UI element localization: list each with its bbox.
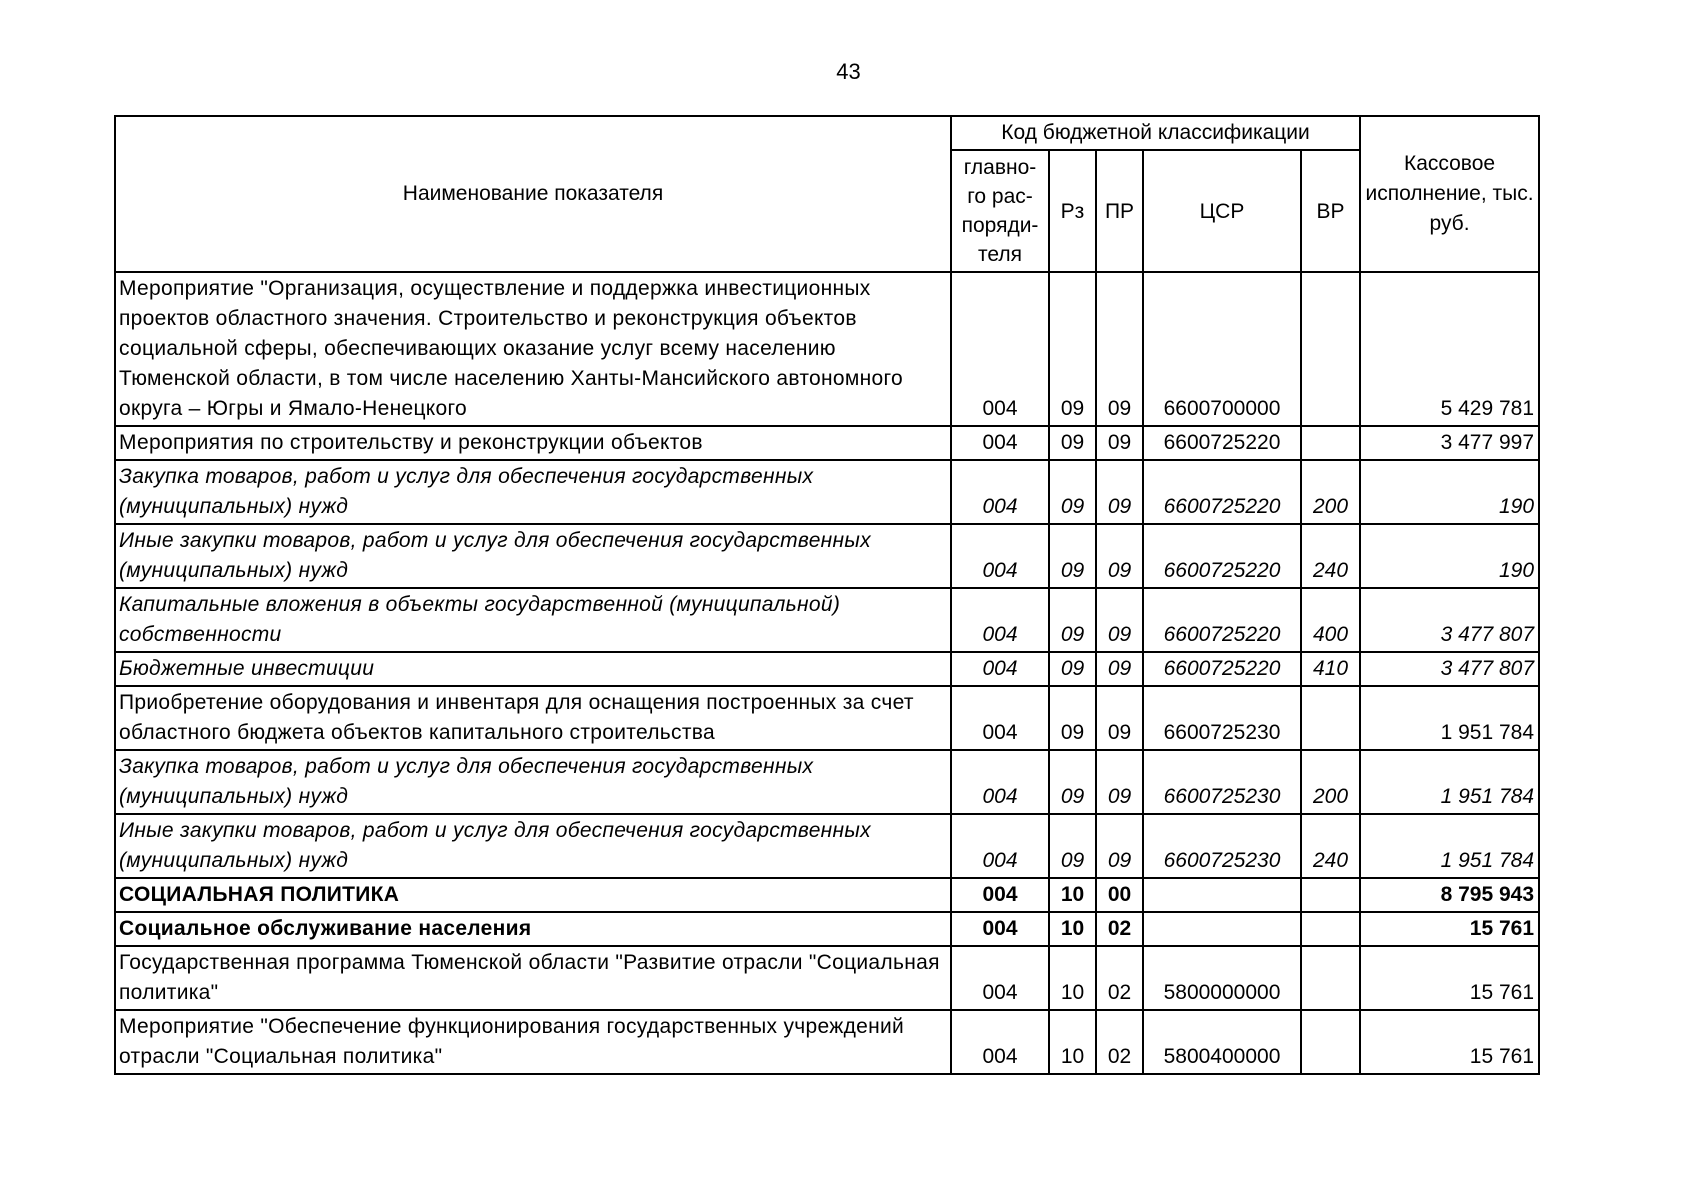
cell-name: Капитальные вложения в объекты государственной (муниципальной) собственности bbox=[115, 588, 951, 652]
cell-name: Мероприятие "Обеспечение функционирования государственных учреждений отрасли "Социальная политика" bbox=[115, 1010, 951, 1074]
table-row bbox=[115, 814, 1539, 878]
cell-name: Мероприятия по строительству и реконструкции объектов bbox=[115, 426, 951, 460]
cell-csr: 6600725230 bbox=[1143, 814, 1301, 878]
cell-name: Мероприятие "Организация, осуществление и поддержка инвестиционных проектов областного значения. Строительство и реконструкция объектов социальной сферы, обеспечивающих оказание услуг всему населению Тюменской области, в том числе населению Ханты-Мансийского автономного округа – Югры и Ямало-Ненецкого bbox=[115, 272, 951, 426]
cell-csr: 6600725230 bbox=[1143, 686, 1301, 750]
cell-name: Бюджетные инвестиции bbox=[115, 652, 951, 686]
cell-csr: 6600725220 bbox=[1143, 588, 1301, 652]
cell-amount: 1 951 784 bbox=[1360, 814, 1539, 878]
cell-glav: 004 bbox=[951, 588, 1049, 652]
cell-amount: 1 951 784 bbox=[1360, 686, 1539, 750]
cell-pr: 09 bbox=[1096, 814, 1143, 878]
header-glav: главно-го рас-поряди-теля bbox=[951, 150, 1049, 272]
table-row bbox=[115, 1010, 1539, 1074]
cell-amount: 190 bbox=[1360, 524, 1539, 588]
cell-vr bbox=[1301, 878, 1360, 912]
table-row bbox=[115, 460, 1539, 524]
cell-pr: 09 bbox=[1096, 426, 1143, 460]
cell-glav: 004 bbox=[951, 686, 1049, 750]
cell-rz: 09 bbox=[1049, 588, 1096, 652]
cell-vr: 400 bbox=[1301, 588, 1360, 652]
page-number: 43 bbox=[836, 59, 861, 84]
table-row bbox=[115, 652, 1539, 686]
cell-rz: 09 bbox=[1049, 750, 1096, 814]
cell-rz: 09 bbox=[1049, 460, 1096, 524]
cell-glav: 004 bbox=[951, 272, 1049, 426]
header-rz: Рз bbox=[1049, 150, 1096, 272]
cell-name: Иные закупки товаров, работ и услуг для обеспечения государственных (муниципальных) нужд bbox=[115, 814, 951, 878]
table-row bbox=[115, 750, 1539, 814]
cell-amount: 3 477 997 bbox=[1360, 426, 1539, 460]
cell-csr: 6600725220 bbox=[1143, 426, 1301, 460]
cell-vr bbox=[1301, 946, 1360, 1010]
cell-vr bbox=[1301, 1010, 1360, 1074]
cell-name: Закупка товаров, работ и услуг для обеспечения государственных (муниципальных) нужд bbox=[115, 750, 951, 814]
table-row bbox=[115, 426, 1539, 460]
cell-pr: 02 bbox=[1096, 1010, 1143, 1074]
cell-glav: 004 bbox=[951, 750, 1049, 814]
cell-vr bbox=[1301, 426, 1360, 460]
cell-amount: 15 761 bbox=[1360, 946, 1539, 1010]
cell-csr: 6600725220 bbox=[1143, 524, 1301, 588]
cell-csr: 5800400000 bbox=[1143, 1010, 1301, 1074]
cell-pr: 02 bbox=[1096, 946, 1143, 1010]
cell-csr: 5800000000 bbox=[1143, 946, 1301, 1010]
table-row bbox=[115, 946, 1539, 1010]
cell-amount: 3 477 807 bbox=[1360, 652, 1539, 686]
cell-rz: 10 bbox=[1049, 1010, 1096, 1074]
table-row bbox=[115, 524, 1539, 588]
table-row bbox=[115, 912, 1539, 946]
cell-vr bbox=[1301, 272, 1360, 426]
cell-rz: 10 bbox=[1049, 946, 1096, 1010]
cell-csr: 6600700000 bbox=[1143, 272, 1301, 426]
header-vr: ВР bbox=[1301, 150, 1360, 272]
cell-amount: 1 951 784 bbox=[1360, 750, 1539, 814]
cell-name: Приобретение оборудования и инвентаря для оснащения построенных за счет областного бюджета объектов капитального строительства bbox=[115, 686, 951, 750]
cell-glav: 004 bbox=[951, 652, 1049, 686]
cell-name: Государственная программа Тюменской области "Развитие отрасли "Социальная политика" bbox=[115, 946, 951, 1010]
header-amount: Кассовое исполнение, тыс. руб. bbox=[1360, 116, 1539, 272]
cell-name: Иные закупки товаров, работ и услуг для обеспечения государственных (муниципальных) нужд bbox=[115, 524, 951, 588]
cell-amount: 190 bbox=[1360, 460, 1539, 524]
table-row bbox=[115, 686, 1539, 750]
cell-amount: 8 795 943 bbox=[1360, 878, 1539, 912]
cell-csr: 6600725230 bbox=[1143, 750, 1301, 814]
table-row bbox=[115, 272, 1539, 426]
cell-vr bbox=[1301, 912, 1360, 946]
cell-glav: 004 bbox=[951, 1010, 1049, 1074]
table-header bbox=[115, 116, 1539, 272]
cell-pr: 02 bbox=[1096, 912, 1143, 946]
header-pr: ПР bbox=[1096, 150, 1143, 272]
budget-table bbox=[114, 115, 1540, 1075]
cell-glav: 004 bbox=[951, 814, 1049, 878]
table-body bbox=[115, 272, 1539, 1074]
cell-pr: 09 bbox=[1096, 750, 1143, 814]
cell-name: Социальное обслуживание населения bbox=[115, 912, 951, 946]
cell-rz: 09 bbox=[1049, 814, 1096, 878]
cell-pr: 09 bbox=[1096, 686, 1143, 750]
cell-pr: 09 bbox=[1096, 524, 1143, 588]
cell-vr: 240 bbox=[1301, 524, 1360, 588]
cell-pr: 09 bbox=[1096, 588, 1143, 652]
table-row bbox=[115, 588, 1539, 652]
cell-glav: 004 bbox=[951, 946, 1049, 1010]
cell-vr: 200 bbox=[1301, 750, 1360, 814]
cell-rz: 09 bbox=[1049, 686, 1096, 750]
cell-pr: 09 bbox=[1096, 272, 1143, 426]
cell-name: СОЦИАЛЬНАЯ ПОЛИТИКА bbox=[115, 878, 951, 912]
cell-rz: 09 bbox=[1049, 524, 1096, 588]
cell-name: Закупка товаров, работ и услуг для обеспечения государственных (муниципальных) нужд bbox=[115, 460, 951, 524]
cell-vr: 240 bbox=[1301, 814, 1360, 878]
cell-csr bbox=[1143, 912, 1301, 946]
cell-glav: 004 bbox=[951, 912, 1049, 946]
cell-amount: 5 429 781 bbox=[1360, 272, 1539, 426]
header-csr: ЦСР bbox=[1143, 150, 1301, 272]
cell-glav: 004 bbox=[951, 878, 1049, 912]
table-row bbox=[115, 878, 1539, 912]
cell-rz: 10 bbox=[1049, 878, 1096, 912]
cell-rz: 10 bbox=[1049, 912, 1096, 946]
cell-glav: 004 bbox=[951, 524, 1049, 588]
cell-amount: 15 761 bbox=[1360, 912, 1539, 946]
cell-pr: 09 bbox=[1096, 652, 1143, 686]
cell-vr: 410 bbox=[1301, 652, 1360, 686]
header-code-group: Код бюджетной классификации bbox=[951, 116, 1360, 150]
cell-rz: 09 bbox=[1049, 426, 1096, 460]
cell-rz: 09 bbox=[1049, 272, 1096, 426]
cell-amount: 15 761 bbox=[1360, 1010, 1539, 1074]
header-name: Наименование показателя bbox=[115, 116, 951, 272]
cell-glav: 004 bbox=[951, 460, 1049, 524]
cell-pr: 09 bbox=[1096, 460, 1143, 524]
cell-csr: 6600725220 bbox=[1143, 652, 1301, 686]
cell-rz: 09 bbox=[1049, 652, 1096, 686]
cell-csr: 6600725220 bbox=[1143, 460, 1301, 524]
cell-pr: 00 bbox=[1096, 878, 1143, 912]
cell-vr bbox=[1301, 686, 1360, 750]
cell-amount: 3 477 807 bbox=[1360, 588, 1539, 652]
cell-glav: 004 bbox=[951, 426, 1049, 460]
cell-csr bbox=[1143, 878, 1301, 912]
cell-vr: 200 bbox=[1301, 460, 1360, 524]
